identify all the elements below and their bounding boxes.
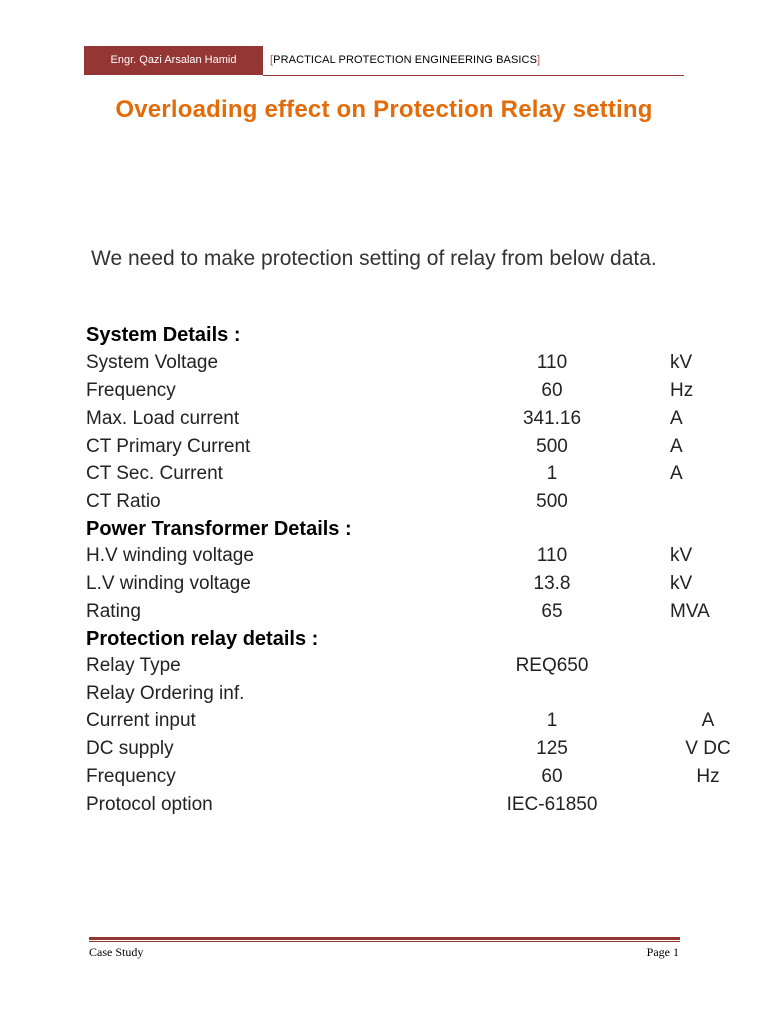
row-label: H.V winding voltage [86, 545, 254, 566]
bracket-open: [ [270, 54, 274, 66]
section-heading-transformer [86, 518, 686, 544]
detail-row [86, 491, 686, 517]
row-unit: kV [670, 352, 693, 373]
row-value: 1 [546, 710, 558, 731]
section-heading-system [86, 324, 686, 350]
row-unit: A [670, 463, 683, 484]
detail-row [86, 380, 694, 406]
row-unit: Hz [696, 766, 720, 787]
row-value: 500 [536, 491, 568, 512]
page-title: Overloading effect on Protection Relay setting [115, 96, 653, 123]
row-label: System Voltage [86, 352, 219, 373]
row-label: Frequency [86, 766, 176, 787]
row-unit: kV [670, 573, 693, 594]
detail-row [86, 683, 686, 709]
row-label: CT Primary Current [86, 436, 251, 457]
row-value: 110 [536, 352, 568, 373]
document-title [270, 54, 540, 66]
detail-row [86, 408, 686, 434]
section-heading-text: Protection relay details : [86, 628, 319, 650]
row-value: 1 [546, 463, 558, 484]
row-label: L.V winding voltage [86, 573, 251, 594]
row-value: 60 [541, 380, 563, 401]
document-title-text: PRACTICAL PROTECTION ENGINEERING BASICS [273, 54, 538, 66]
row-label: Relay Ordering inf. [86, 683, 245, 704]
footer-label: Case Study [89, 945, 144, 959]
row-label: Protocol option [86, 794, 213, 815]
row-label: Rating [86, 601, 141, 622]
intro-paragraph: We need to make protection setting of relay from below data. [91, 247, 657, 270]
row-value: 125 [536, 738, 568, 759]
row-unit: Hz [670, 380, 694, 401]
row-value: 60 [541, 766, 563, 787]
row-unit: A [701, 710, 715, 731]
bracket-close: ] [537, 54, 541, 66]
detail-row [86, 545, 693, 571]
detail-row [86, 436, 686, 462]
section-heading-relay [86, 628, 686, 654]
detail-row [86, 601, 710, 627]
row-value: 13.8 [533, 573, 571, 594]
row-label: Relay Type [86, 655, 181, 676]
row-value: 110 [536, 545, 568, 566]
detail-row [86, 573, 693, 599]
row-value: 65 [541, 601, 563, 622]
row-unit: V DC [685, 738, 731, 759]
author-label: Engr. Qazi Arsalan Hamid [84, 46, 263, 75]
row-value: 341.16 [522, 408, 582, 429]
row-label: Current input [86, 710, 196, 731]
row-value: REQ650 [515, 655, 589, 676]
detail-row [86, 352, 693, 378]
detail-row [86, 655, 686, 681]
row-label: DC supply [86, 738, 174, 759]
row-value: IEC-61850 [506, 794, 598, 815]
section-heading-text: System Details : [86, 324, 241, 346]
detail-row [86, 766, 720, 792]
detail-row [86, 738, 731, 764]
row-unit: MVA [670, 601, 710, 622]
header-divider [263, 75, 684, 76]
row-label: CT Sec. Current [86, 463, 223, 484]
row-value: 500 [536, 436, 568, 457]
row-unit: kV [670, 545, 693, 566]
detail-row [86, 710, 715, 736]
footer-divider-thin [89, 941, 680, 942]
row-label: CT Ratio [86, 491, 161, 512]
page-number: Page 1 [646, 945, 679, 959]
row-unit: A [670, 408, 683, 429]
row-label: Frequency [86, 380, 176, 401]
row-unit: A [670, 436, 683, 457]
section-heading-text: Power Transformer Details : [86, 518, 352, 540]
footer-divider [89, 937, 680, 940]
detail-row [86, 794, 686, 820]
row-label: Max. Load current [86, 408, 240, 429]
detail-row [86, 463, 686, 489]
page-header [84, 46, 684, 76]
